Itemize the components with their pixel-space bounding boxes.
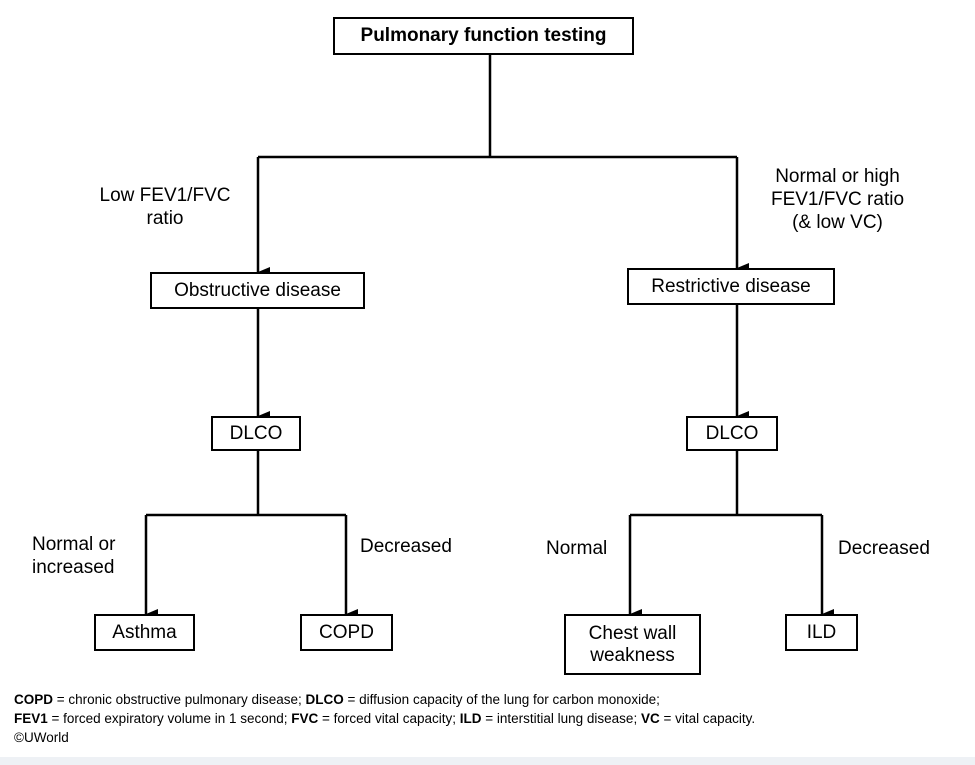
- edge-label-low-ratio: Low FEV1/FVC ratio: [99, 185, 231, 229]
- node-ild: ILD: [785, 614, 858, 651]
- abbr-term: FVC: [291, 711, 319, 726]
- edge-label-high-ratio: Normal or high FEV1/FVC ratio (& low VC): [770, 166, 905, 233]
- node-chest-wall-weakness: Chest wall weakness: [564, 614, 701, 675]
- abbr-definition: = interstitial lung disease;: [481, 711, 641, 726]
- edge-label-normal-increased: Normal or increased: [32, 534, 116, 578]
- node-dlco-right: DLCO: [686, 416, 778, 451]
- edge-label-normal-right: Normal: [546, 538, 608, 559]
- abbr-term: DLCO: [305, 692, 344, 707]
- abbr-term: FEV1: [14, 711, 48, 726]
- node-asthma: Asthma: [94, 614, 195, 651]
- footer-line-1: [14, 690, 969, 709]
- node-dlco-left: DLCO: [211, 416, 301, 451]
- abbr-term: VC: [640, 711, 660, 726]
- abbr-definition: = forced expiratory volume in 1 second;: [47, 711, 292, 726]
- copyright-notice: ©UWorld: [14, 730, 69, 745]
- abbr-term: ILD: [459, 711, 482, 726]
- edge-label-decreased-right: Decreased: [838, 538, 930, 559]
- bottom-strip: [0, 757, 975, 765]
- abbr-term: COPD: [14, 692, 54, 707]
- node-obstructive-disease: Obstructive disease: [150, 272, 365, 309]
- abbreviations-footer: [14, 690, 969, 747]
- node-restrictive-disease: Restrictive disease: [627, 268, 835, 305]
- footer-line-2: [14, 709, 969, 728]
- abbr-definition: = vital capacity.: [659, 711, 756, 726]
- node-pulmonary-function-testing: Pulmonary function testing: [333, 17, 634, 55]
- node-copd: COPD: [300, 614, 393, 651]
- abbr-definition: = chronic obstructive pulmonary disease;: [53, 692, 306, 707]
- edge-label-decreased-left: Decreased: [360, 536, 452, 557]
- abbr-definition: = diffusion capacity of the lung for carbon monoxide;: [343, 692, 660, 707]
- abbr-definition: = forced vital capacity;: [318, 711, 460, 726]
